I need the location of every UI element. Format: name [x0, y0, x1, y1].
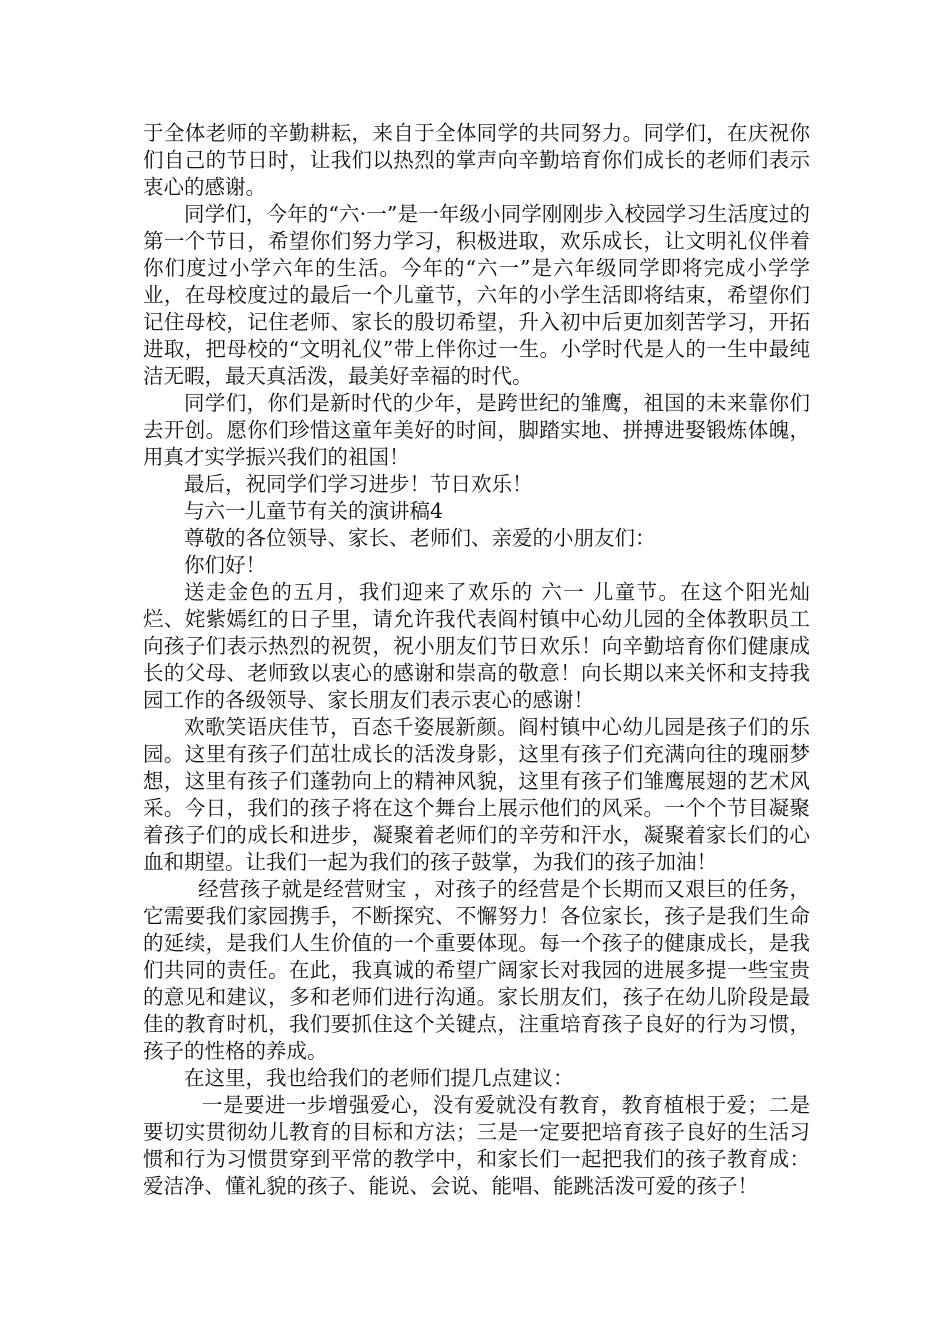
paragraph-new-era-youth: 同学们，你们是新时代的少年，是跨世纪的雏鹰，祖国的未来靠你们去开创。愿你们珍惜这童年美好的时间，脚踏实地、拼搏进娶锻炼体魄，用真才实学振兴我们的祖国！	[143, 391, 810, 469]
paragraph-continuation: 于全体老师的辛勤耕耘，来自于全体同学的共同努力。同学们，在庆祝你们自己的节日时，让我们以热烈的掌声向辛勤培育你们成长的老师们表示衷心的感谢。	[143, 121, 810, 199]
greeting: 你们好！	[184, 553, 266, 577]
paragraph-students-june-first: 同学们，今年的“六·一”是一年级小同学刚刚步入校园学习生活度过的第一个节日，希望你们努力学习，积极进取，欢乐成长，让文明礼仪伴着你们度过小学六年的生活。今年的“六一”是六年级同学即将完成小学学业，在母校度过的最后一个儿童节，六年的小学生活即将结束，希望你们记住母校，记住老师、家长的殷切希望，升入初中后更加刻苦学习，开拓进取，把母校的“文明礼仪”带上伴你过一生。小学时代是人的一生中最纯洁无暇，最天真活泼，最美好幸福的时代。	[143, 202, 810, 388]
speech-heading: 与六一儿童节有关的演讲稿4	[184, 499, 444, 523]
paragraph-parents-cooperation: 经营孩子就是经营财宝 ，对孩子的经营是个长期而又艰巨的任务，它需要我们家园携手，不断探究、不懈努力！各位家长，孩子是我们生命的延续，是我们人生价值的一个重要体现。每一个孩子的健康成长，是我们共同的责任。在此，我真诚的希望广阔家长对我园的进展多提一些宝贵的意见和建议，多和老师们进行沟通。家长朋友们，孩子在幼儿阶段是最佳的教育时机，我们要抓住这个关键点，注重培育孩子良好的行为习惯，孩子的性格的养成。	[143, 877, 810, 1063]
salutation: 尊敬的各位领导、家长、老师们、亲爱的小朋友们：	[184, 526, 656, 550]
document-body	[143, 120, 810, 1200]
paragraph-suggestions-intro: 在这里，我也给我们的老师们提几点建议：	[184, 1066, 574, 1090]
paragraph-celebration-thanks: 送走金色的五月，我们迎来了欢乐的 六一 儿童节。在这个阳光灿烂、姹紫嫣红的日子里，请允许我代表阎村镇中心幼儿园的全体教职员工向孩子们表示热烈的祝贺，祝小朋友们节日欢乐！向辛勤培育你们健康成长的父母、老师致以衷心的感谢和崇高的敬意！向长期以来关怀和支持我园工作的各级领导、家长朋友们表示衷心的感谢！	[143, 580, 810, 712]
paragraph-closing-wishes: 最后，祝同学们学习进步！节日欢乐！	[184, 472, 533, 496]
paragraph-teacher-suggestions: 一是要进一步增强爱心，没有爱就没有教育，教育植根于爱；二是要切实贯彻幼儿教育的目标和方法；三是一定要把培育孩子良好的生活习惯和行为习惯贯穿到平常的教学中，和家长们一起把我们的孩子教育成：爱洁净、懂礼貌的孩子、能说、会说、能唱、能跳活泼可爱的孩子！	[143, 1093, 810, 1198]
paragraph-kindergarten-paradise: 欢歌笑语庆佳节，百态千姿展新颜。阎村镇中心幼儿园是孩子们的乐园。这里有孩子们茁壮成长的活泼身影，这里有孩子们充满向往的瑰丽梦想，这里有孩子们蓬勃向上的精神风貌，这里有孩子们雏鹰展翅的艺术风采。今日，我们的孩子将在这个舞台上展示他们的风采。一个个节目凝聚着孩子们的成长和进步，凝聚着老师们的辛劳和汗水，凝聚着家长们的心血和期望。让我们一起为我们的孩子鼓掌，为我们的孩子加油！	[143, 715, 810, 874]
